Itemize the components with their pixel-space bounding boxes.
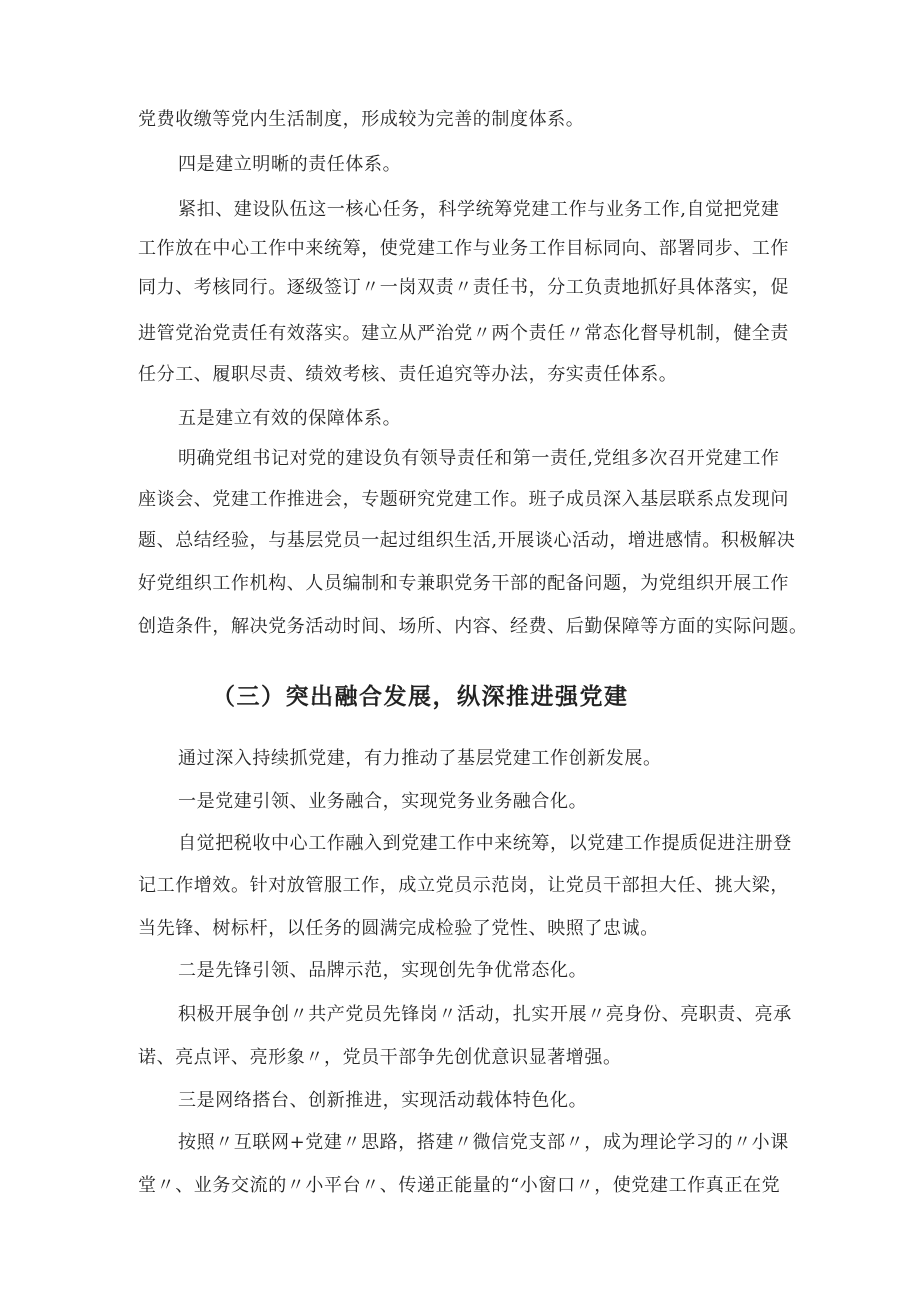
paragraph-line: 任分工、履职尽责、绩效考核、责任追究等办法，夯实责任体系。	[138, 364, 678, 385]
paragraph-line: 同力、考核同行。逐级签订〃一岗双责〃责任书，分工负责地抓好具体落实，促	[138, 277, 789, 298]
paragraph-line: 明确党组书记对党的建设负有领导责任和第一责任,党组多次召开党建工作	[178, 448, 780, 469]
paragraph-line: 题、总结经验，与基层党员一起过组织生活,开展谈心活动，增进感情。积极解决	[138, 530, 796, 551]
paragraph-line: 座谈会、党建工作推进会，专题研究党建工作。班子成员深入基层联系点发现问	[138, 489, 789, 510]
paragraph-line: 进管党治党责任有效落实。建立从严治党〃两个责任〃常态化督导机制，健全责	[138, 323, 789, 344]
paragraph-line: 按照〃互联网+党建〃思路，搭建〃微信党支部〃，成为理论学习的〃小课	[178, 1132, 789, 1153]
section-item-title: 三是网络搭台、创新推进，实现活动载体特色化。	[178, 1090, 588, 1111]
paragraph-line: 党费收缴等党内生活制度，形成较为完善的制度体系。	[138, 109, 585, 130]
paragraph-line: 堂〃、业务交流的〃小平台〃、传递正能量的“小窗口〃，使党建工作真正在党	[138, 1175, 781, 1196]
paragraph-line: 工作放在中心工作中来统筹，使党建工作与业务工作目标同向、部署同步、工作	[138, 238, 789, 259]
paragraph-line: 紧扣、建设队伍这一核心任务，科学统筹党建工作与业务工作,自觉把党建	[178, 199, 780, 220]
paragraph-line: 诺、亮点评、亮形象〃，党员干部争先创优意识显著增强。	[138, 1047, 622, 1068]
section-item-title: 五是建立有效的保障体系。	[178, 408, 402, 429]
section-item-title: 一是党建引领、业务融合，实现党务业务融合化。	[178, 791, 588, 812]
paragraph-line: 当先锋、树标杆，以任务的圆满完成检验了党性、映照了忠诚。	[138, 918, 659, 939]
section-heading: （三）突出融合发展，纵深推进强党建	[212, 683, 629, 710]
paragraph-line: 通过深入持续抓党建，有力推动了基层党建工作创新发展。	[178, 748, 662, 769]
paragraph-line: 自觉把税收中心工作融入到党建工作中来统筹，以党建工作提质促进注册登	[178, 833, 792, 854]
section-item-title: 四是建立明晰的责任体系。	[178, 154, 402, 175]
section-item-title: 二是先锋引领、品牌示范，实现创先争优常态化。	[178, 960, 588, 981]
paragraph-line: 创造条件，解决党务活动时间、场所、内容、经费、后勤保障等方面的实际问题。	[138, 616, 808, 637]
paragraph-line: 好党组织工作机构、人员编制和专兼职党务干部的配备问题，为党组织开展工作	[138, 573, 789, 594]
paragraph-line: 积极开展争创〃共产党员先锋岗〃活动，扎实开展〃亮身份、亮职责、亮承	[178, 1004, 792, 1025]
paragraph-line: 记工作增效。针对放管服工作，成立党员示范岗，让党员干部担大任、挑大梁，	[138, 875, 789, 896]
